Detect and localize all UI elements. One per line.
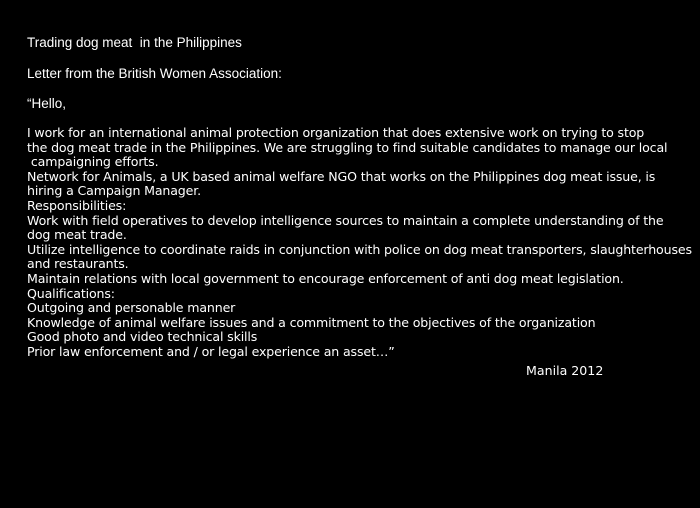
letter-line: Utilize intelligence to coordinate raids in conjunction with police on dog meat transporters, slaughterhouses — [27, 241, 692, 257]
letter-line: and restaurants. — [27, 256, 129, 272]
letter-line: Knowledge of animal welfare issues and a commitment to the objectives of the organization — [27, 314, 596, 330]
letter-line: Good photo and video technical skills — [27, 329, 258, 345]
page-title: Trading dog meat in the Philippines — [27, 35, 242, 50]
letter-line: Network for Animals, a UK based animal welfare NGO that works on the Philippines dog meat issue, is — [27, 168, 656, 184]
letter-line: hiring a Campaign Manager. — [27, 183, 201, 199]
letter-line: I work for an international animal protection organization that does extensive work on trying to stop — [27, 125, 645, 140]
letter-body — [27, 125, 692, 360]
letter-greeting: “Hello, — [27, 96, 67, 111]
letter-line: Responsibilities: — [27, 197, 127, 213]
letter-line: Maintain relations with local government to encourage enforcement of anti dog meat legislation. — [27, 270, 624, 286]
letter-signoff: Manila 2012 — [526, 363, 604, 378]
letter-line: Qualifications: — [27, 285, 115, 301]
letter-line: the dog meat trade in the Philippines. We are struggling to find suitable candidates to manage our local — [27, 139, 668, 155]
letter-line: Prior law enforcement and / or legal experience an asset…” — [27, 343, 395, 359]
letter-source-heading: Letter from the British Women Association: — [27, 66, 282, 81]
letter-line: Work with field operatives to develop intelligence sources to maintain a complete understanding of the — [27, 212, 664, 228]
letter-line: Outgoing and personable manner — [27, 300, 236, 316]
letter-line: dog meat trade. — [27, 227, 127, 243]
letter-line: campaigning efforts. — [27, 154, 159, 170]
